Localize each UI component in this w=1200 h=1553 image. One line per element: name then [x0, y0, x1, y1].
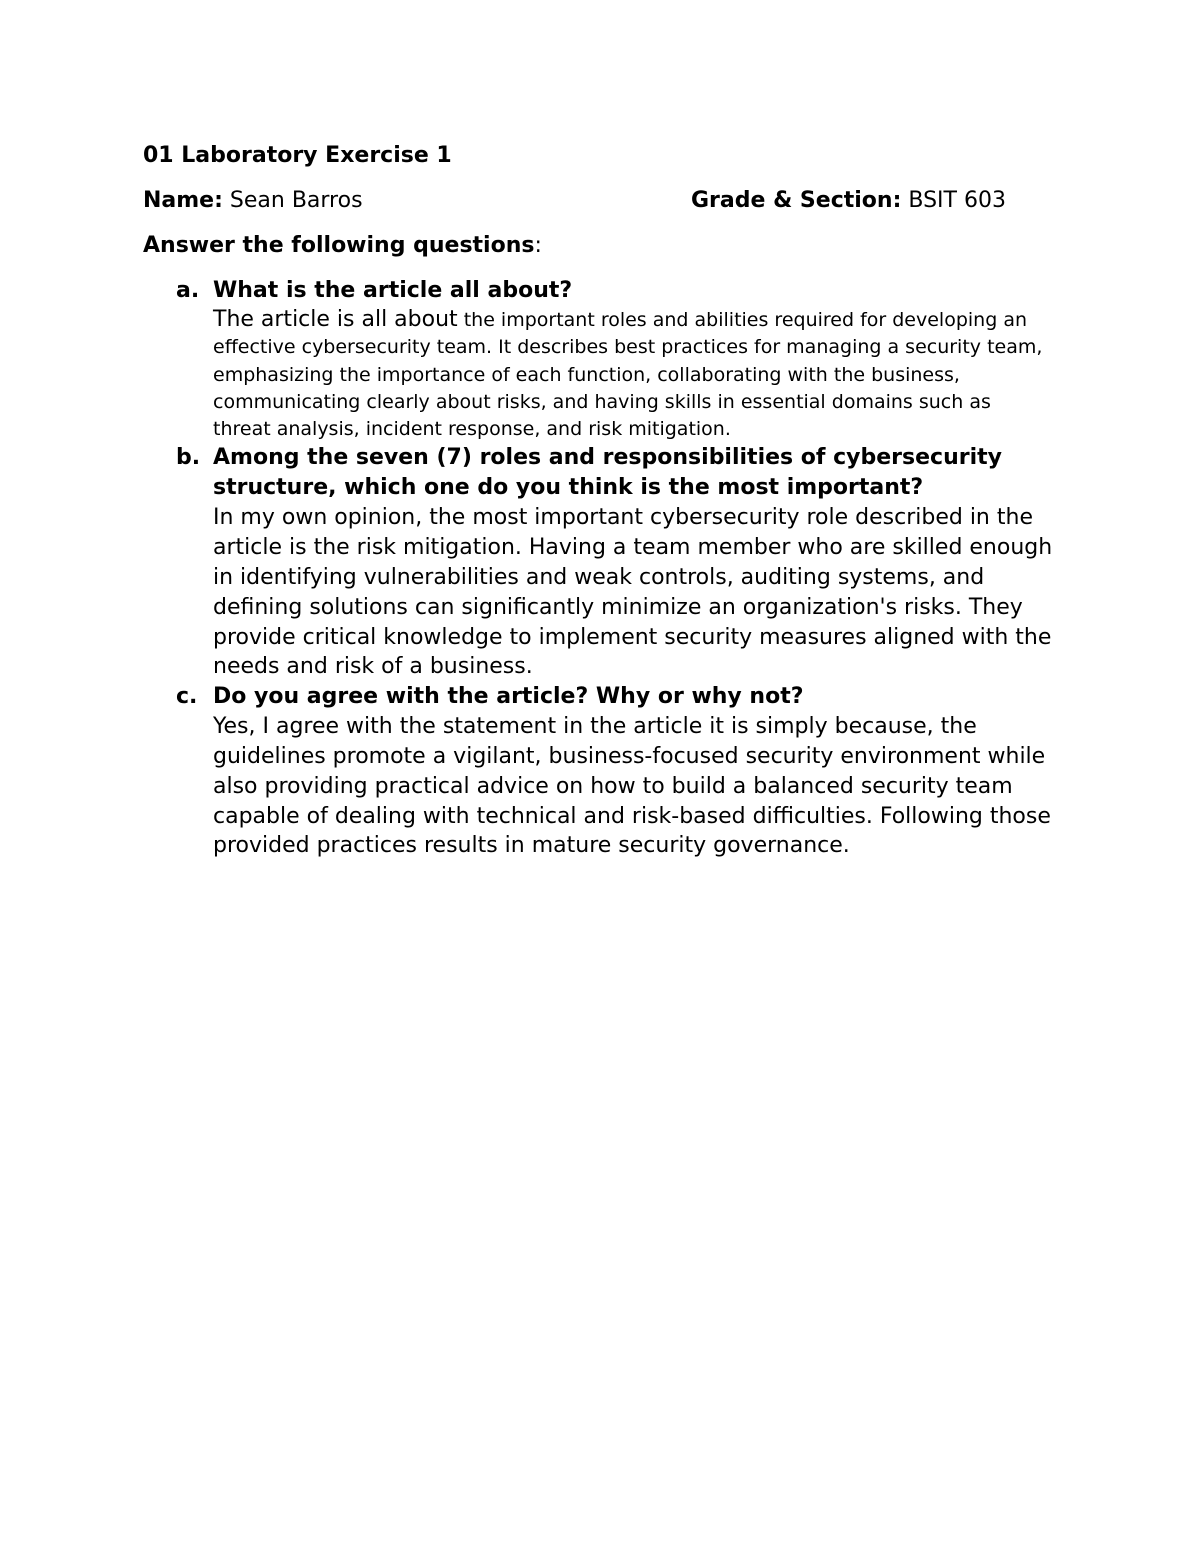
student-name — [143, 186, 363, 216]
grade-label: Grade & Section: — [691, 188, 902, 213]
name-label: Name: — [143, 188, 223, 213]
document-title: 01 Laboratory Exercise 1 — [143, 143, 452, 168]
question-list — [143, 276, 1073, 861]
grade-value: BSIT 603 — [908, 188, 1006, 213]
question-marker: c. — [176, 684, 198, 710]
instructions — [143, 231, 542, 261]
question-item-c — [143, 682, 1073, 861]
answer-lead: The article is all about — [213, 307, 458, 332]
question-marker: a. — [176, 278, 200, 303]
question-text: What is the article all about? — [213, 278, 573, 303]
answer-rest: the important roles and abilities required for developing an effective cybersecurity team. It describes best practices for managing a security team, emphasizing the importance of each function, collaborating with the business, communicating clearly about risks, and having skills in essential domains such as threat analysis, incident response, and risk mitigation. — [213, 309, 1043, 441]
answer-text: In my own opinion, the most important cybersecurity role described in the article is the risk mitigation. Having a team member who are skilled enough in identifying vulnerabilities and weak controls, auditing systems, and defining solutions can significantly minimize an organization's risks. They provide critical knowledge to implement security measures aligned with the needs and risk of a business. — [213, 505, 1053, 680]
instructions-colon: : — [534, 233, 542, 258]
question-item-b — [143, 443, 1073, 682]
question-item-a — [143, 276, 1073, 443]
name-value: Sean Barros — [229, 188, 363, 213]
answer-text: Yes, I agree with the statement in the article it is simply because, the guidelines promote a vigilant, business-focused security environment while also providing practical advice on how to build a balanced security team capable of dealing with technical and risk-based difficulties. Following those provided practices results in mature security governance. — [213, 714, 1051, 859]
grade-section — [691, 186, 1006, 216]
question-marker: b. — [176, 445, 201, 471]
question-text: Among the seven (7) roles and responsibilities of cybersecurity structure, which one do you think is the most important? — [213, 445, 1003, 501]
answer-text — [213, 306, 1043, 443]
question-text: Do you agree with the article? Why or why not? — [213, 684, 804, 710]
instructions-text: Answer the following questions — [143, 233, 535, 258]
